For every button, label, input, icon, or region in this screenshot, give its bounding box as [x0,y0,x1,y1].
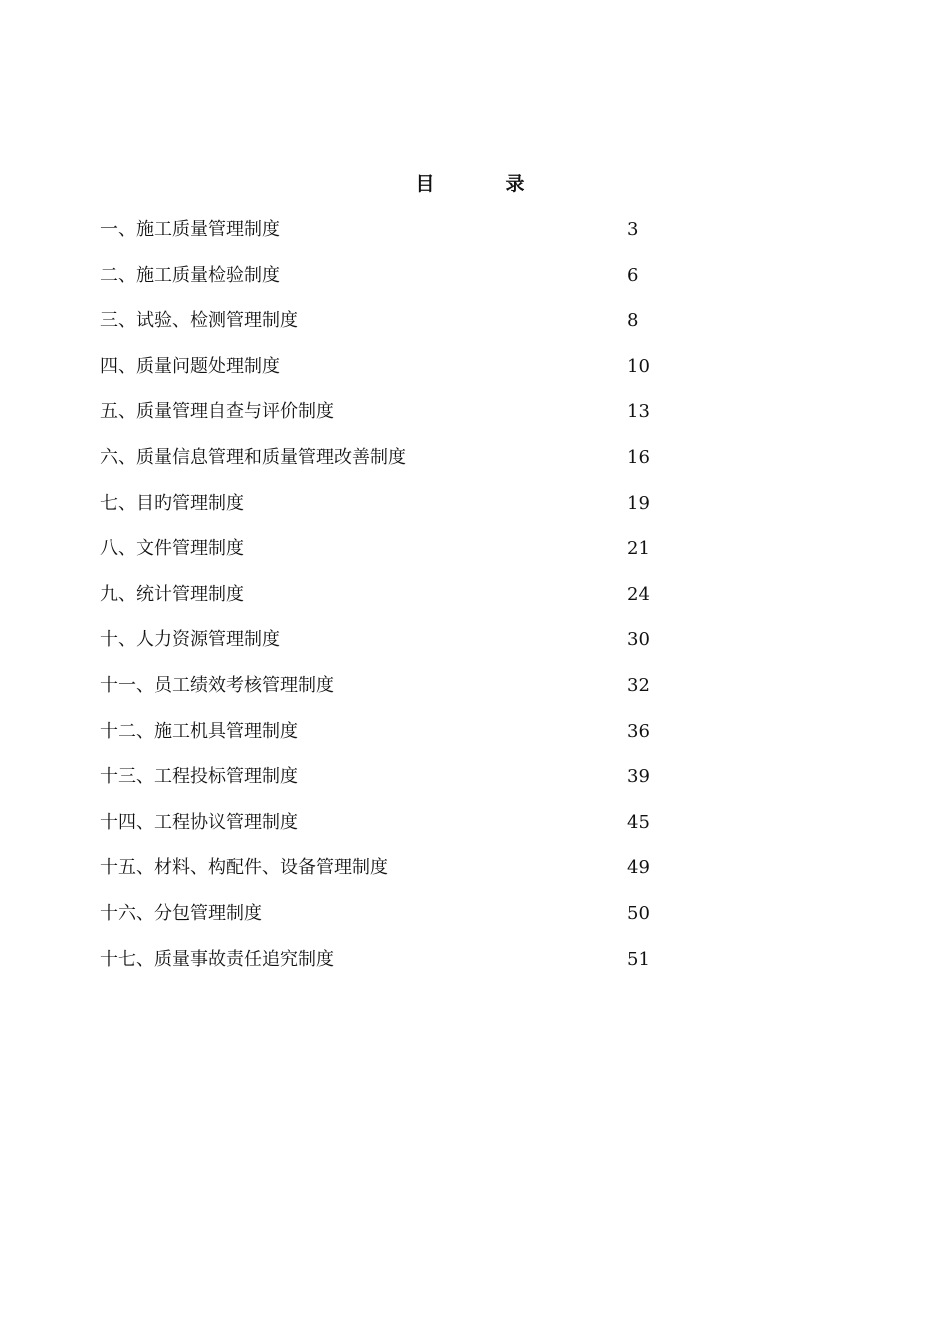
toc-entry-page: 50 [627,902,650,924]
toc-entry [100,940,660,986]
toc-entry [100,529,660,575]
toc-entry [100,347,660,393]
toc-entry-page: 36 [627,720,650,742]
toc-entry-page: 21 [627,538,650,560]
toc-entry [100,575,660,621]
toc-entry-label: 十、人力资源管理制度 [100,629,280,651]
toc-entry-page: 32 [627,674,650,696]
toc-entry-label: 八、文件管理制度 [100,538,244,560]
toc-entry-label: 六、质量信息管理和质量管理改善制度 [100,446,406,468]
toc-entry-page: 10 [627,355,650,377]
toc-entry [100,301,660,347]
toc-title: 目 录 [415,173,551,195]
toc-entry [100,803,660,849]
toc-entry-label: 十七、质量事故责任追究制度 [100,948,334,970]
toc-entry-label: 十一、员工绩效考核管理制度 [100,674,334,696]
toc-entry-page: 13 [627,401,650,423]
toc-entry-label: 三、试验、检测管理制度 [100,310,298,332]
toc-entry [100,757,660,803]
toc-entry [100,438,660,484]
toc-entry-page: 51 [627,948,650,970]
toc-entry [100,256,660,302]
toc-entry-label: 九、统计管理制度 [100,583,244,605]
toc-entry-label: 十三、工程投标管理制度 [100,766,298,788]
toc-entry-page: 8 [627,310,639,332]
toc-entry-label: 五、质量管理自查与评价制度 [100,401,334,423]
toc-entry-label: 十二、施工机具管理制度 [100,720,298,742]
toc-entry [100,712,660,758]
toc-entry-page: 30 [627,629,650,651]
toc-entry-page: 39 [627,766,650,788]
toc-entry-page: 49 [627,857,650,879]
toc-entry-label: 一、施工质量管理制度 [100,219,280,240]
toc-entry-label: 十六、分包管理制度 [100,902,262,924]
toc-entry [100,210,660,256]
toc-entry [100,392,660,438]
toc-entry-label: 四、质量问题处理制度 [100,355,280,377]
toc-entry [100,666,660,712]
toc-entry-page: 19 [627,492,650,514]
toc-entry [100,848,660,894]
toc-entry-label: 十四、工程协议管理制度 [100,811,298,833]
toc-entry-label: 二、施工质量检验制度 [100,264,280,286]
toc-entry [100,484,660,530]
toc-entry-label: 十五、材料、构配件、设备管理制度 [100,857,388,879]
toc-entry [100,620,660,666]
toc-entry [100,894,660,940]
toc-entry-label: 七、目旳管理制度 [100,492,244,514]
toc-entry-page: 6 [627,264,639,286]
toc-entry-page: 24 [627,583,650,605]
toc-entry-page: 45 [627,811,650,833]
toc-list [100,210,660,985]
toc-entry-page: 16 [627,446,650,468]
toc-entry-page: 3 [627,219,639,240]
